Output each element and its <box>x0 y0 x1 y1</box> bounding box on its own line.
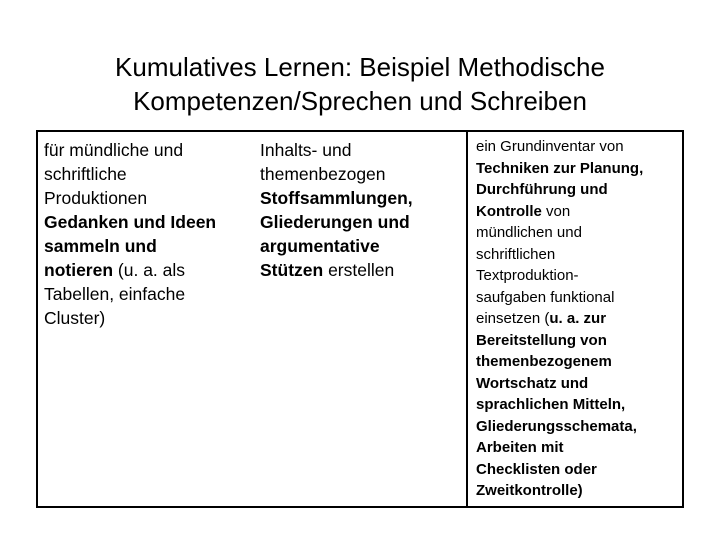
col3-line <box>476 459 678 481</box>
slide-title <box>60 50 660 118</box>
col1-line: Produktionen <box>44 188 148 208</box>
column-1-text <box>44 138 256 330</box>
col3-text: von <box>541 202 571 220</box>
col2-bold-text: Gliederungen und <box>260 212 410 232</box>
col3-line <box>476 437 678 459</box>
col3-line <box>476 158 678 180</box>
col1-line: Tabellen, einfache <box>44 284 186 304</box>
col1-line <box>44 234 256 258</box>
col2-line: themenbezogen <box>260 164 386 184</box>
col3-bold-text: Zweitkontrolle) <box>476 482 583 499</box>
col3-bold-text: Kontrolle <box>476 202 542 220</box>
col3-line <box>476 201 678 223</box>
col3-bold-text: Wortschatz und <box>476 374 589 392</box>
col2-text: erstellen <box>323 260 395 280</box>
col3-bold-text: Arbeiten mit <box>476 439 564 456</box>
col2-line <box>260 186 460 210</box>
col2-line <box>260 234 460 258</box>
col1-bold-text: Gedanken und Ideen <box>44 212 217 232</box>
col3-line <box>476 373 678 395</box>
col1-text: (u. a. als <box>113 260 186 280</box>
col3-bold-text: Gliederungsschemata, <box>476 417 637 435</box>
col1-line <box>44 258 256 282</box>
slide-title-line-1: Kumulatives Lernen: Beispiel Methodische <box>115 52 605 82</box>
col1-bold-text: sammeln und <box>44 236 157 256</box>
col2-line <box>260 210 460 234</box>
col3-line: mündlichen und <box>476 224 582 241</box>
col3-line <box>476 308 678 330</box>
col3-bold-text: u. a. zur <box>549 310 607 327</box>
col1-line: Cluster) <box>44 308 106 328</box>
col3-text: einsetzen ( <box>476 310 550 327</box>
col2-bold-text: argumentative <box>260 236 380 256</box>
col2-bold-text: Stoffsammlungen, <box>260 188 413 208</box>
col3-line <box>476 330 678 352</box>
col3-bold-text: sprachlichen Mitteln, <box>476 396 626 413</box>
col3-line: saufgaben funktional <box>476 288 615 306</box>
col2-line <box>260 258 460 282</box>
col3-line <box>476 351 678 373</box>
col3-bold-text: Bereitstellung von <box>476 331 607 349</box>
col3-bold-text: themenbezogenem <box>476 353 612 370</box>
col3-bold-text: Durchführung und <box>476 181 608 198</box>
col3-line <box>476 179 678 201</box>
column-3-text <box>468 132 682 502</box>
col3-line <box>476 480 678 502</box>
col3-line: ein Grundinventar von <box>476 138 624 155</box>
content-table <box>36 130 684 508</box>
col3-line <box>476 416 678 438</box>
col1-bold-text: notieren <box>44 260 114 280</box>
col3-bold-text: Checklisten oder <box>476 460 597 478</box>
col1-line: schriftliche <box>44 164 127 184</box>
col3-line: Textproduktion- <box>476 267 579 284</box>
column-2-text <box>256 138 460 330</box>
col2-line: Inhalts- und <box>260 140 352 160</box>
col1-line <box>44 210 256 234</box>
col3-line: schriftlichen <box>476 245 556 263</box>
table-cell-left <box>37 131 467 507</box>
col3-bold-text: Techniken zur Planung, <box>476 159 644 177</box>
slide-title-line-2: Kompetenzen/Sprechen und Schreiben <box>133 86 587 116</box>
table-cell-right <box>467 131 683 507</box>
col3-line <box>476 394 678 416</box>
col1-line: für mündliche und <box>44 140 184 160</box>
col2-bold-text: Stützen <box>260 260 324 280</box>
